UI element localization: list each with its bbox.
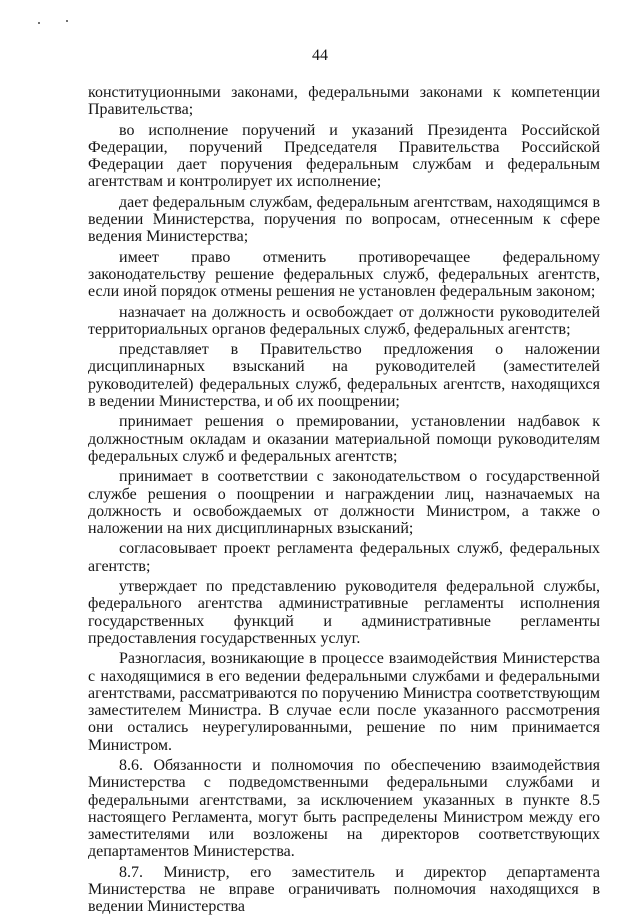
scan-speck: [38, 22, 40, 24]
paragraph: представляет в Правительство предложения о наложении дисциплинарных взысканий на руководителей (заместителей руководителей) федеральных служб, федеральных агентств, находящихся в ведении Министерства, и об их поощрении;: [88, 341, 600, 411]
paragraph: дает федеральным службам, федеральным агентствам, находящимся в ведении Министерства, поручения по вопросам, отнесенным к сфере ведения Министерства;: [88, 193, 600, 246]
paragraph: Разногласия, возникающие в процессе взаимодействия Министерства с находящимися в его ведении федеральными службами и федеральными агентствами, рассматриваются по поручению Министра соответствующим заместителем Министра. В случае если после указанного рассмотрения они остались неурегулированными, решение по ним принимается Министром.: [88, 650, 600, 754]
paragraph: 8.6. Обязанности и полномочия по обеспечению взаимодействия Министерства с подведомственными федеральными службами и федеральными агентствами, за исключением указанных в пункте 8.5 настоящего Регламента, могут быть распределены Министром между его заместителями или возложены на директоров соответствующих департаментов Министерства.: [88, 756, 600, 861]
page-number: 44: [312, 47, 328, 64]
paragraph: принимает в соответствии с законодательством о государственной службе решения о поощрении и награждении лиц, назначаемых на должность и освобождаемых от должности Министром, а также о наложении на них дисциплинарных взысканий;: [88, 468, 600, 538]
paragraph: принимает решения о премировании, установлении надбавок к должностным окладам и оказании материальной помощи руководителям федеральных служб и федеральных агентств;: [88, 413, 600, 465]
paragraph: во исполнение поручений и указаний Президента Российской Федерации, поручений Председателя Правительства Российской Федерации дает поручения федеральным службам и федеральным агентствам и контролирует их исполнение;: [88, 121, 600, 191]
paragraph: 8.7. Министр, его заместитель и директор департамента Министерства не вправе ограничивать полномочия находящихся в ведении Министерства: [88, 863, 600, 916]
paragraph: назначает на должность и освобождает от должности руководителей территориальных органов федеральных служб, федеральных агентств;: [88, 303, 600, 338]
paragraph: имеет право отменить противоречащее федеральному законодательству решение федеральных служб, федеральных агентств, если иной порядок отмены решения не установлен федеральным законом;: [88, 248, 600, 301]
scan-speck: [66, 20, 68, 22]
paragraph: утверждает по представлению руководителя федеральной службы, федерального агентства административные регламенты исполнения государственных функций и административные регламенты предоставления государственных услуг.: [88, 578, 600, 647]
paragraph: конституционными законами, федеральными законами к компетенции Правительства;: [88, 84, 600, 119]
paragraph: согласовывает проект регламента федеральных служб, федеральных агентств;: [88, 540, 600, 575]
document-body: [88, 84, 600, 919]
